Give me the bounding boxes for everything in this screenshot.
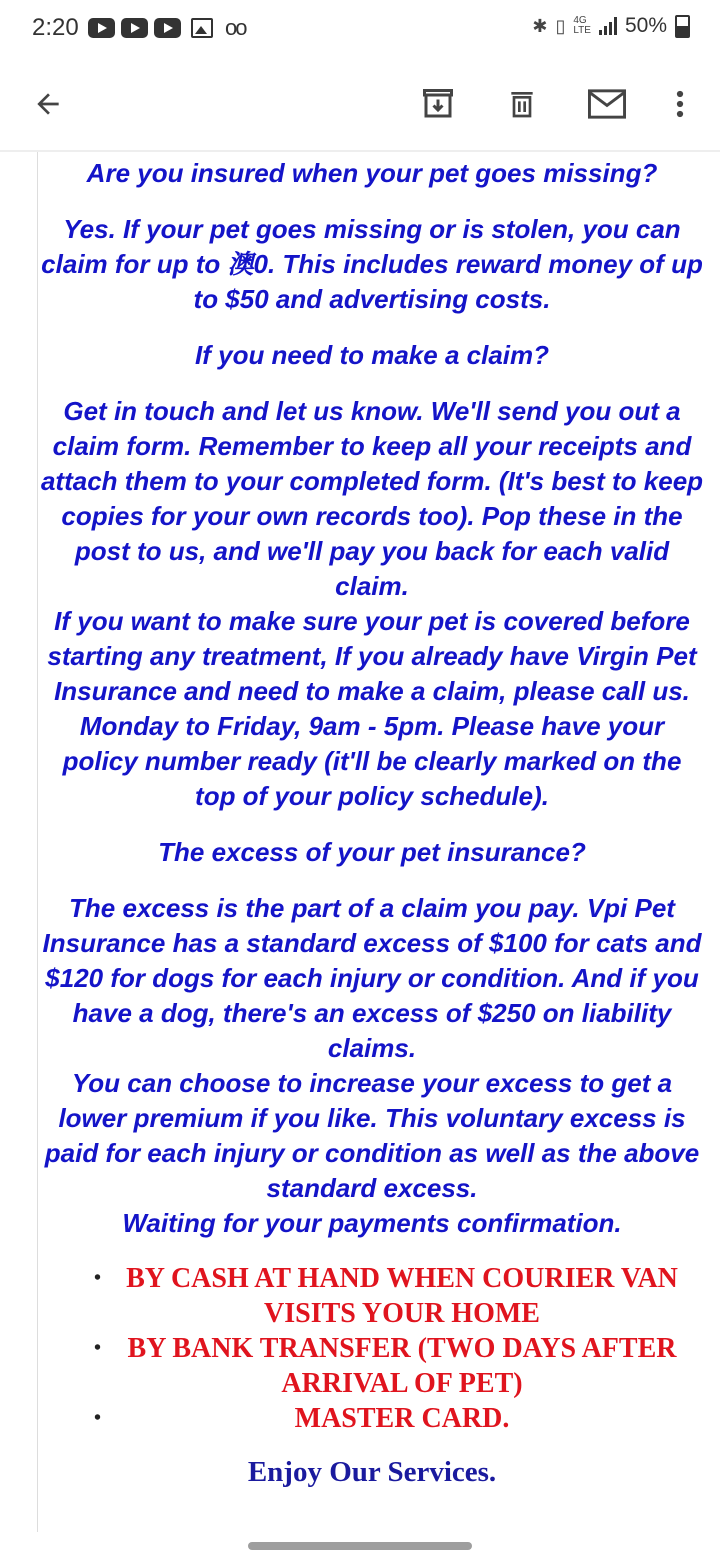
body-paragraph: Waiting for your payments confirmation. bbox=[122, 1208, 622, 1238]
voicemail-icon: oo bbox=[225, 15, 246, 40]
more-options-button[interactable] bbox=[656, 80, 704, 128]
payment-option: BY BANK TRANSFER (TWO DAYS AFTER ARRIVAL OF PET) bbox=[127, 1333, 677, 1399]
lte-icon: 4G LTE bbox=[573, 15, 591, 36]
payment-option: MASTER CARD. bbox=[294, 1403, 510, 1434]
email-body bbox=[40, 156, 704, 1492]
mail-icon bbox=[588, 89, 626, 119]
notification-icons bbox=[88, 15, 245, 41]
archive-icon bbox=[420, 86, 456, 122]
status-indicators bbox=[532, 14, 690, 38]
payment-option: BY CASH AT HAND WHEN COURIER VAN VISITS YOUR HOME bbox=[126, 1263, 678, 1329]
home-indicator[interactable] bbox=[248, 1542, 472, 1550]
toolbar-divider bbox=[0, 150, 720, 152]
body-paragraph: The excess is the part of a claim you pay. Vpi Pet Insurance has a standard excess of $100 for cats and $120 for dogs for each injury or condition. And if you have a dog, there's an excess of $250 on liability claims. bbox=[42, 893, 702, 1063]
back-button[interactable] bbox=[24, 80, 72, 128]
mark-unread-button[interactable] bbox=[583, 80, 631, 128]
battery-percent: 50% bbox=[624, 14, 667, 37]
body-paragraph: Get in touch and let us know. We'll send you out a claim form. Remember to keep all your receipts and attach them to your completed form. (It's best to keep copies for your own records too). Pop these in the post to us, and we'll pay you back for each valid claim. bbox=[40, 396, 704, 601]
body-paragraph: You can choose to increase your excess to get a lower premium if you like. This voluntary excess is paid for each injury or condition as well as the above standard excess. bbox=[44, 1068, 700, 1203]
email-toolbar bbox=[0, 56, 720, 152]
youtube-icon bbox=[121, 18, 148, 38]
status-time: 2:20 bbox=[32, 14, 79, 41]
vibrate-icon: ▯ bbox=[555, 15, 566, 36]
image-icon bbox=[191, 18, 213, 38]
archive-button[interactable] bbox=[414, 80, 462, 128]
body-paragraph: If you want to make sure your pet is covered before starting any treatment, If you already have Virgin Pet Insurance and need to make a claim, please call us. bbox=[47, 606, 697, 706]
body-paragraph: Monday to Friday, 9am - 5pm. Please have your policy number ready (it'll be clearly marked on the top of your policy schedule). bbox=[62, 711, 682, 811]
quote-rule bbox=[37, 152, 38, 1532]
list-item bbox=[40, 1261, 704, 1331]
list-item bbox=[40, 1331, 704, 1401]
delete-button[interactable] bbox=[498, 80, 546, 128]
battery-icon bbox=[675, 15, 690, 38]
question-heading: The excess of your pet insurance? bbox=[158, 837, 586, 867]
bullet-icon: • bbox=[94, 1337, 102, 1359]
payment-options-list bbox=[40, 1261, 704, 1436]
status-bar bbox=[0, 0, 720, 56]
bullet-icon: • bbox=[94, 1407, 102, 1429]
question-heading: Are you insured when your pet goes missing? bbox=[86, 158, 658, 188]
body-paragraph: Yes. If your pet goes missing or is stolen, you can claim for up to 澳0. This includes reward money of up to $50 and advertising costs. bbox=[41, 214, 703, 314]
youtube-icon bbox=[154, 18, 181, 38]
signal-icon bbox=[599, 17, 617, 35]
bluetooth-icon: ✱ bbox=[532, 15, 548, 36]
arrow-back-icon bbox=[32, 88, 64, 120]
bullet-icon: • bbox=[94, 1267, 102, 1289]
list-item bbox=[40, 1401, 704, 1436]
question-heading: If you need to make a claim? bbox=[195, 340, 549, 370]
closing-line: Enjoy Our Services. bbox=[247, 1456, 497, 1488]
trash-icon bbox=[506, 86, 538, 122]
more-vertical-icon bbox=[674, 89, 686, 119]
youtube-icon bbox=[88, 18, 115, 38]
